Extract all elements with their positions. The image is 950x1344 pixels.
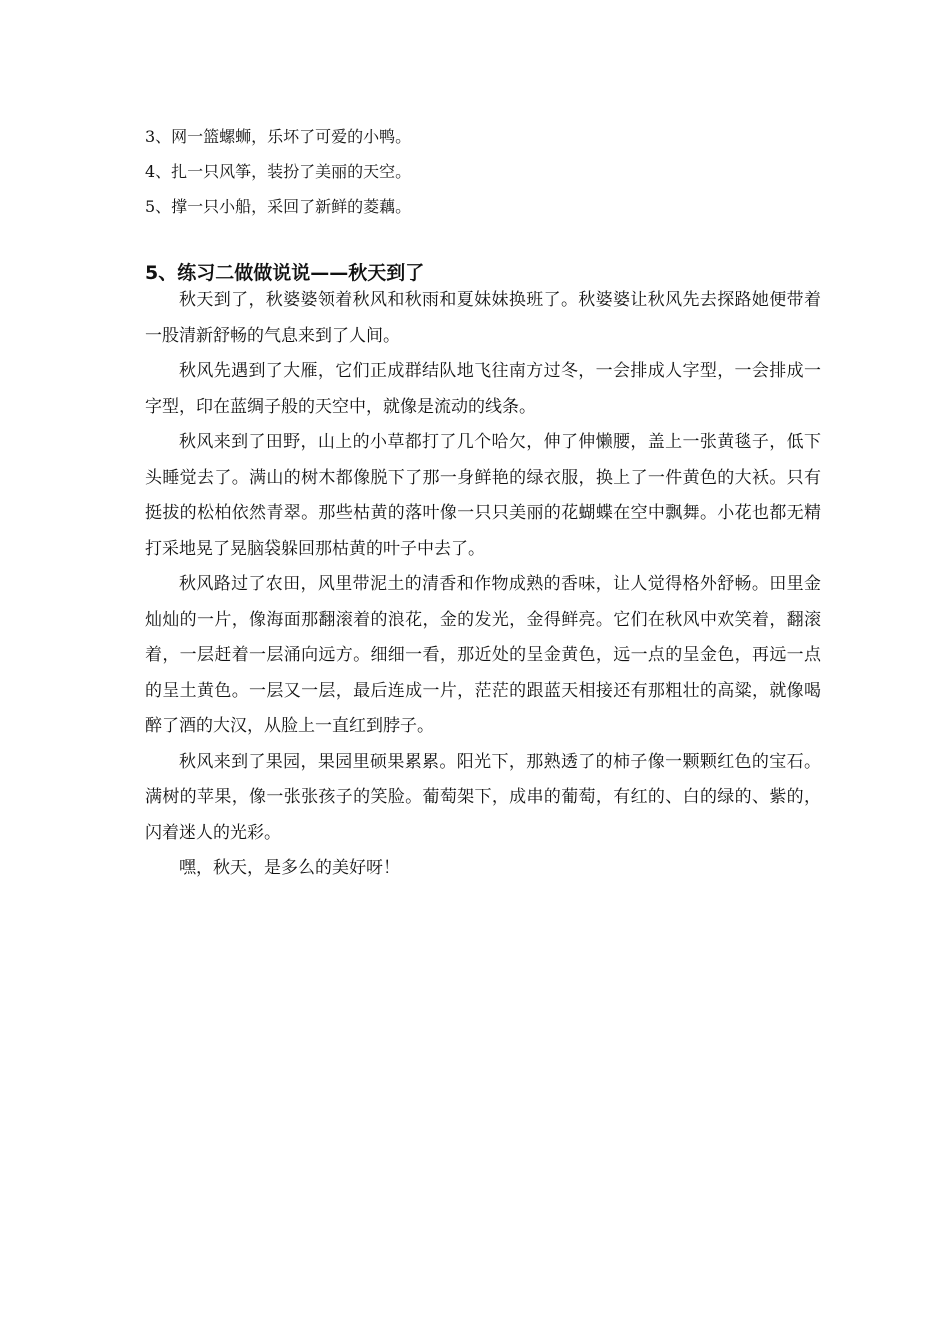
essay-body (145, 283, 821, 887)
section-heading: 5、练习二做做说说——秋天到了 (145, 262, 425, 284)
paragraph: 秋风路过了农田，风里带泥土的清香和作物成熟的香味，让人觉得格外舒畅。田里金灿灿的一片，像海面那翻滚着的浪花，金的发光，金得鲜亮。它们在秋风中欢笑着，翻滚着，一层赶着一层涌向远方。细细一看，那近处的呈金黄色，远一点的呈金色，再远一点的呈土黄色。一层又一层，最后连成一片，茫茫的跟蓝天相接还有那粗壮的高粱，就像喝醉了酒的大汉，从脸上一直红到脖子。 (145, 574, 821, 736)
paragraph: 秋风先遇到了大雁，它们正成群结队地飞往南方过冬，一会排成人字型，一会排成一字型，印在蓝绸子般的天空中，就像是流动的线条。 (145, 361, 821, 417)
paragraph: 嘿，秋天，是多么的美好呀！ (179, 858, 400, 878)
list-item: 5、撑一只小船，采回了新鲜的菱藕。 (145, 197, 412, 216)
list-item: 4、扎一只风筝，装扮了美丽的天空。 (145, 162, 412, 181)
paragraph: 秋风来到了田野，山上的小草都打了几个哈欠，伸了伸懒腰，盖上一张黄毯子，低下头睡觉去了。满山的树木都像脱下了那一身鲜艳的绿衣服，换上了一件黄色的大袄。只有挺拔的松柏依然青翠。那些枯黄的落叶像一只只美丽的花蝴蝶在空中飘舞。小花也都无精打采地晃了晃脑袋躲回那枯黄的叶子中去了。 (145, 432, 821, 559)
list-item: 3、网一篮螺蛳，乐坏了可爱的小鸭。 (145, 127, 412, 146)
paragraph: 秋天到了，秋婆婆领着秋风和秋雨和夏妹妹换班了。秋婆婆让秋风先去探路她便带着一股清新舒畅的气息来到了人间。 (145, 290, 821, 346)
phrase-list (145, 119, 845, 224)
paragraph: 秋风来到了果园，果园里硕果累累。阳光下，那熟透了的柿子像一颗颗红色的宝石。满树的苹果，像一张张孩子的笑脸。葡萄架下，成串的葡萄，有红的、白的绿的、紫的，闪着迷人的光彩。 (145, 751, 821, 843)
